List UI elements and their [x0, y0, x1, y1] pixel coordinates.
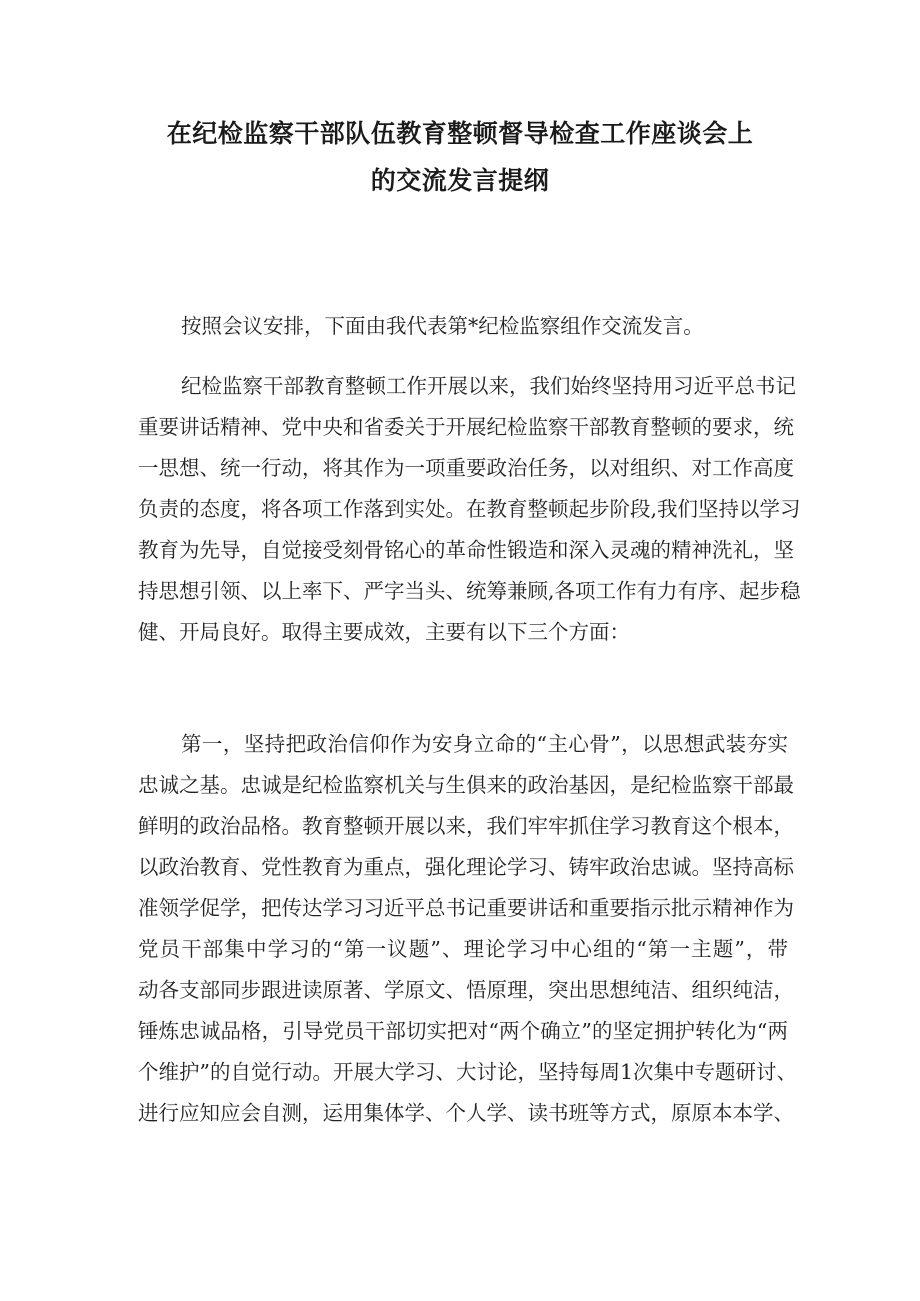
text-line: 锤炼忠诚品格，引导党员干部切实把对“两个确立”的坚定拥护转化为“两 [138, 1019, 788, 1043]
text-line: 第一，坚持把政治信仰作为安身立命的“主心骨”，以思想武装夯实 [181, 732, 788, 756]
text-line: 准领学促学，把传达学习习近平总书记重要讲话和重要指示批示精神作为 [138, 896, 794, 920]
text-line: 鲜明的政治品格。教育整顿开展以来，我们牢牢抓住学习教育这个根本， [138, 814, 794, 838]
text-line: 忠诚之基。忠诚是纪检监察机关与生俱来的政治基因，是纪检监察干部最 [138, 773, 794, 797]
title-line-2: 的交流发言提纲 [370, 166, 550, 195]
title-line-1: 在纪检监察干部队伍教育整顿督导检查工作座谈会上 [166, 119, 754, 148]
text-line: 持思想引领、以上率下、严字当头、统筹兼顾,各项工作有力有序、起步稳 [138, 579, 801, 603]
text-line: 动各支部同步跟进读原著、学原文、悟原理，突出思想纯洁、组织纯洁， [138, 978, 794, 1002]
text-line: 重要讲话精神、党中央和省委关于开展纪检监察干部教育整顿的要求，统 [138, 415, 794, 439]
paragraph-opening [138, 306, 788, 347]
text-line: 教育为先导，自觉接受刻骨铭心的革命性锻造和深入灵魂的精神洗礼，坚 [138, 538, 794, 562]
text-line: 按照会议安排，下面由我代表第*纪检监察组作交流发言。 [181, 314, 704, 338]
text-line: 健、开局良好。取得主要成效，主要有以下三个方面： [138, 620, 630, 644]
text-line: 进行应知应会自测，运用集体学、个人学、读书班等方式，原原本本学、 [138, 1101, 794, 1125]
document-title [100, 110, 820, 204]
text-line: 以政治教育、党性教育为重点，强化理论学习、铸牢政治忠诚。坚持高标 [138, 855, 794, 879]
text-line: 个维护”的自觉行动。开展大学习、大讨论，坚持每周1次集中专题研讨、 [138, 1060, 798, 1084]
text-line: 一思想、统一行动，将其作为一项重要政治任务，以对组织、对工作高度 [138, 456, 794, 480]
text-line: 负责的态度，将各项工作落到实处。在教育整顿起步阶段,我们坚持以学习 [138, 497, 801, 521]
paragraph-overview [138, 366, 801, 653]
text-line: 纪检监察干部教育整顿工作开展以来，我们始终坚持用习近平总书记 [181, 374, 796, 398]
paragraph-point-one [138, 724, 798, 1134]
text-line: 党员干部集中学习的“第一议题”、理论学习中心组的“第一主题”，带 [138, 937, 788, 961]
